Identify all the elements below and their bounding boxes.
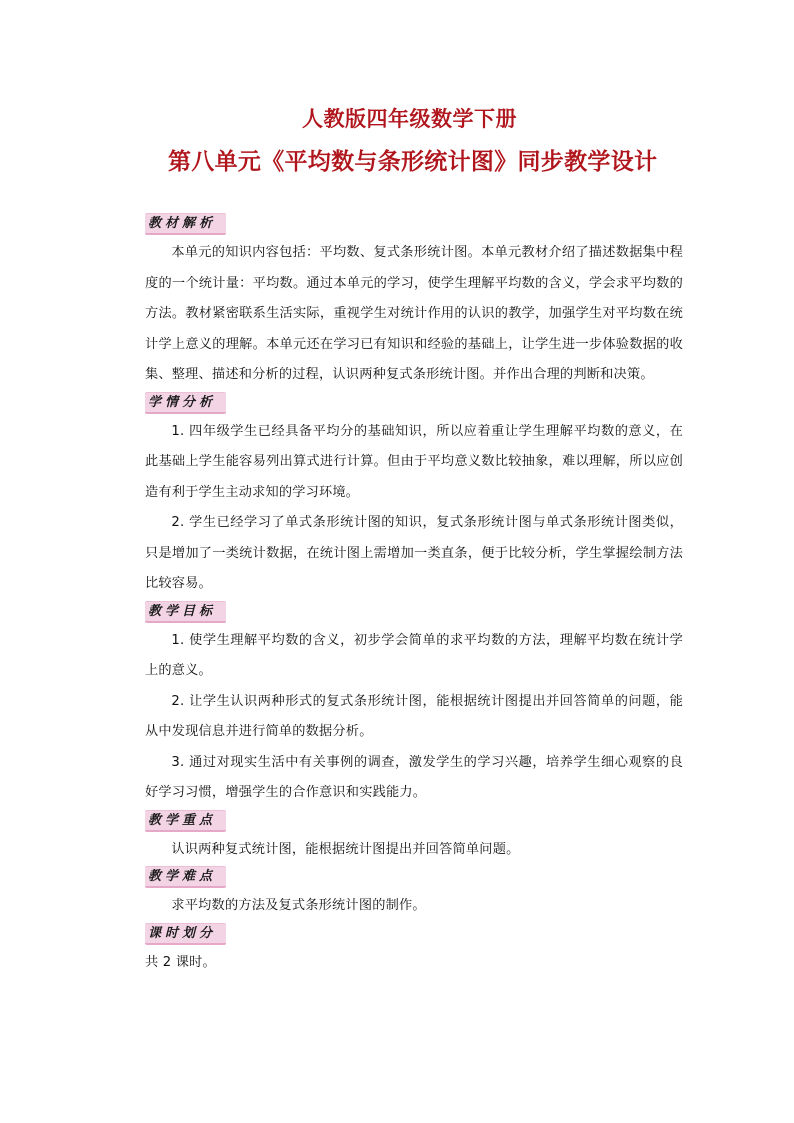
section-difficulties	[145, 865, 683, 891]
section-lesson-schedule	[145, 922, 683, 948]
paragraph: 1. 使学生理解平均数的含义，初步学会简单的求平均数的方法，理解平均数在统计学上的意义。	[145, 632, 683, 678]
paragraph: 1. 四年级学生已经具备平均分的基础知识，所以应着重让学生理解平均数的意义，在此基础上学生能容易列出算式进行计算。但由于平均意义数比较抽象，难以理解，所以应创造有利于学生主动求知的学习环境。	[145, 423, 683, 500]
section-label-teaching-goals: 教学目标	[145, 601, 226, 623]
paragraph: 共 2 课时。	[145, 954, 216, 970]
document-title: 人教版四年级数学下册	[302, 106, 517, 131]
paragraph: 求平均数的方法及复式条形统计图的制作。	[171, 898, 426, 913]
paragraph: 3. 通过对现实生活中有关事例的调查，激发学生的学习兴趣，培养学生细心观察的良好学习习惯，增强学生的合作意识和实践能力。	[145, 754, 683, 800]
section-student-analysis	[145, 391, 683, 417]
section-key-points	[145, 809, 683, 835]
paragraph: 认识两种复式统计图，能根据统计图提出并回答简单问题。	[171, 841, 520, 857]
section-teaching-goals	[145, 600, 683, 626]
paragraph: 2. 让学生认识两种形式的复式条形统计图，能根据统计图提出并回答简单的问题，能从中发现信息并进行简单的数据分析。	[145, 693, 683, 739]
document-body	[145, 212, 683, 978]
section-materials	[145, 212, 683, 238]
document-subtitle: 第八单元《平均数与条形统计图》同步教学设计	[168, 148, 658, 175]
section-label-lesson-schedule: 课时划分	[145, 923, 226, 945]
section-label-student-analysis: 学情分析	[145, 392, 226, 414]
section-label-difficulties: 教学难点	[145, 866, 226, 888]
paragraph: 2. 学生已经学习了单式条形统计图的知识，复式条形统计图与单式条形统计图类似，只是增加了一类统计数据，在统计图上需增加一类直条，便于比较分析，学生掌握绘制方法比较容易。	[145, 515, 683, 591]
section-label-key-points: 教学重点	[145, 810, 226, 832]
paragraph: 本单元的知识内容包括：平均数、复式条形统计图。本单元教材介绍了描述数据集中程度的一个统计量：平均数。通过本单元的学习，使学生理解平均数的含义，学会求平均数的方法。教材紧密联系生活实际，重视学生对统计作用的认识的教学，加强学生对平均数在统计学上意义的理解。本单元还在学习已有知识和经验的基础上，让学生进一步体验数据的收集、整理、描述和分析的过程，认识两种复式条形统计图。并作出合理的判断和决策。	[145, 245, 683, 382]
section-label-materials: 教材解析	[145, 213, 226, 235]
